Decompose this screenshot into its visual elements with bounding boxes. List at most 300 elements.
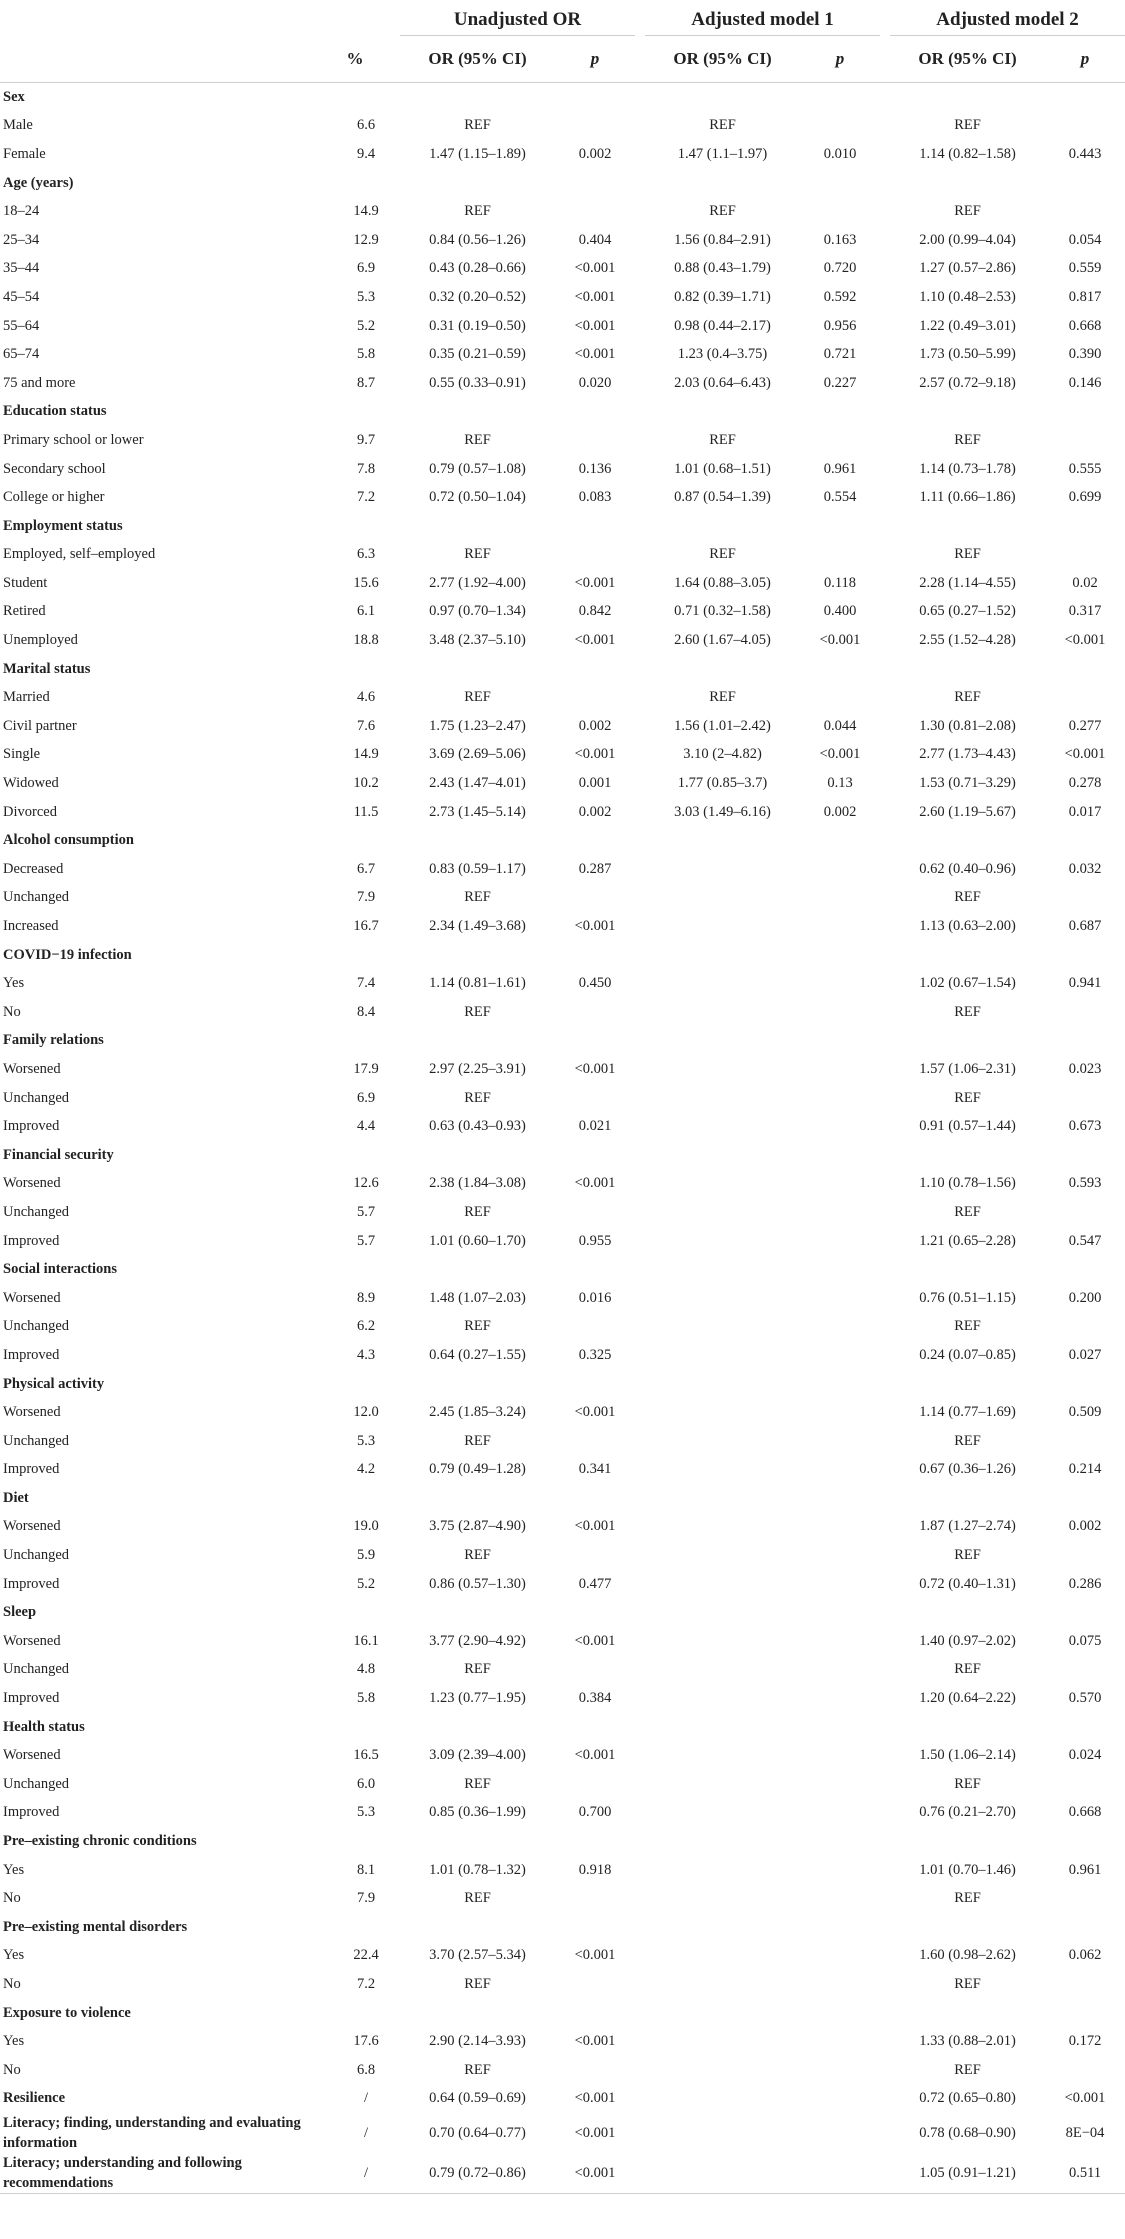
model2-or-cell xyxy=(890,1713,1045,1742)
unadjusted-p-cell xyxy=(555,2056,635,2085)
percent-cell: 14.9 xyxy=(353,746,379,763)
gap-cell xyxy=(880,197,890,226)
gap-cell xyxy=(880,626,890,655)
row-label: Secondary school xyxy=(3,460,106,477)
table-row xyxy=(0,1942,1125,1971)
gap-cell xyxy=(880,1713,890,1742)
model2-or-cell: 1.22 (0.49–3.01) xyxy=(919,317,1016,334)
unadjusted-or-cell: REF xyxy=(464,2061,491,2078)
percent-cell: 12.6 xyxy=(353,1175,379,1192)
row-label: Improved xyxy=(3,1346,60,1363)
model1-p-cell xyxy=(800,1370,880,1399)
unadjusted-p-cell: <0.001 xyxy=(574,1060,616,1077)
model1-or-cell: REF xyxy=(709,117,736,134)
model1-p-cell xyxy=(800,1713,880,1742)
gap-cell xyxy=(880,2113,890,2153)
percent-cell: 7.6 xyxy=(356,717,376,734)
row-label: Yes xyxy=(3,975,25,992)
table-row xyxy=(0,1170,1125,1199)
unadjusted-p-cell: <0.001 xyxy=(574,918,616,935)
percent-cell: 9.7 xyxy=(356,431,376,448)
table-row xyxy=(0,2027,1125,2056)
table-row xyxy=(0,1970,1125,1999)
model2-p-cell xyxy=(1045,1713,1125,1742)
percent-cell xyxy=(310,1141,400,1170)
gap-cell xyxy=(880,483,890,512)
unadjusted-p-cell xyxy=(555,1713,635,1742)
model1-or-cell xyxy=(645,1284,800,1313)
table-row xyxy=(0,1856,1125,1885)
model1-or-cell xyxy=(645,1198,800,1227)
percent-cell: / xyxy=(363,2090,369,2107)
table-row xyxy=(0,769,1125,798)
model1-p-cell xyxy=(800,2085,880,2114)
section-header-row xyxy=(0,1484,1125,1513)
unadjusted-or-cell xyxy=(400,1827,555,1856)
gap-cell xyxy=(635,1713,645,1742)
row-label: Female xyxy=(3,145,46,162)
model2-p-cell: 0.699 xyxy=(1068,489,1102,506)
percent-cell: 5.3 xyxy=(356,288,376,305)
unadjusted-p-cell: 0.021 xyxy=(578,1118,612,1135)
gap-cell xyxy=(880,1427,890,1456)
model1-or-cell: 0.82 (0.39–1.71) xyxy=(674,288,771,305)
percent-cell xyxy=(310,1255,400,1284)
percent-cell xyxy=(310,398,400,427)
unadjusted-p-cell: 0.700 xyxy=(578,1804,612,1821)
table-row xyxy=(0,855,1125,884)
gap-cell xyxy=(635,2085,645,2114)
gap-cell xyxy=(880,712,890,741)
row-label: Decreased xyxy=(3,860,64,877)
section-header-row xyxy=(0,826,1125,855)
percent-cell: 5.8 xyxy=(356,346,376,363)
header-or-ci: OR (95% CI) xyxy=(890,36,1045,83)
unadjusted-p-cell: 0.325 xyxy=(578,1346,612,1363)
gap-cell xyxy=(635,1255,645,1284)
percent-cell: 7.8 xyxy=(356,460,376,477)
section-header-row xyxy=(0,1713,1125,1742)
row-label: College or higher xyxy=(3,489,105,506)
gap-cell xyxy=(880,1084,890,1113)
gap-cell xyxy=(880,169,890,198)
unadjusted-p-cell xyxy=(555,655,635,684)
unadjusted-p-cell: 0.002 xyxy=(578,803,612,820)
model2-p-cell xyxy=(1045,941,1125,970)
unadjusted-p-cell xyxy=(555,426,635,455)
model2-or-cell: REF xyxy=(954,1890,981,1907)
percent-cell xyxy=(310,826,400,855)
model2-p-cell xyxy=(1045,1770,1125,1799)
model1-p-cell xyxy=(800,1170,880,1199)
percent-cell: 5.7 xyxy=(356,1203,376,1220)
gap-cell xyxy=(635,912,645,941)
model1-or-cell: 1.64 (0.88–3.05) xyxy=(674,574,771,591)
model2-or-cell: 2.55 (1.52–4.28) xyxy=(919,632,1016,649)
unadjusted-or-cell xyxy=(400,941,555,970)
table-row xyxy=(0,1227,1125,1256)
percent-cell xyxy=(310,1713,400,1742)
model2-p-cell: <0.001 xyxy=(1064,632,1106,649)
gap-cell xyxy=(880,1484,890,1513)
model2-p-cell: 0.687 xyxy=(1068,918,1102,935)
model2-or-cell: 1.14 (0.73–1.78) xyxy=(919,460,1016,477)
unadjusted-p-cell: 0.341 xyxy=(578,1461,612,1478)
gap-cell xyxy=(635,1999,645,2028)
unadjusted-or-cell: 1.01 (0.60–1.70) xyxy=(429,1232,526,1249)
model1-or-cell xyxy=(645,2085,800,2114)
unadjusted-or-cell: 0.79 (0.57–1.08) xyxy=(429,460,526,477)
gap-cell xyxy=(635,1141,645,1170)
model2-or-cell xyxy=(890,83,1045,112)
percent-cell: 6.0 xyxy=(356,1775,376,1792)
model1-or-cell xyxy=(645,1513,800,1542)
model2-or-cell: 0.24 (0.07–0.85) xyxy=(919,1346,1016,1363)
gap-cell xyxy=(880,1398,890,1427)
model1-p-cell xyxy=(800,1284,880,1313)
model1-or-cell xyxy=(645,1999,800,2028)
gap-cell xyxy=(635,1513,645,1542)
model2-or-cell: 0.91 (0.57–1.44) xyxy=(919,1118,1016,1135)
model1-or-cell xyxy=(645,2056,800,2085)
model2-or-cell: REF xyxy=(954,2061,981,2078)
row-label: Improved xyxy=(3,1804,60,1821)
unadjusted-p-cell: 0.001 xyxy=(578,775,612,792)
table-row xyxy=(0,998,1125,1027)
percent-cell: 7.2 xyxy=(356,1975,376,1992)
gap-cell xyxy=(880,140,890,169)
table-body xyxy=(0,83,1125,2194)
model2-p-cell: 0.673 xyxy=(1068,1118,1102,1135)
model2-p-cell: 0.668 xyxy=(1068,1804,1102,1821)
percent-cell: 6.9 xyxy=(356,1089,376,1106)
gap-cell xyxy=(880,312,890,341)
unadjusted-p-cell xyxy=(555,112,635,141)
gap-cell xyxy=(635,1627,645,1656)
gap-cell xyxy=(880,1255,890,1284)
gap-cell xyxy=(880,741,890,770)
gap-cell xyxy=(880,1598,890,1627)
model2-p-cell: 0.559 xyxy=(1068,260,1102,277)
gap-cell xyxy=(635,2113,645,2153)
table-row xyxy=(0,2153,1125,2194)
gap-cell xyxy=(635,1055,645,1084)
model2-or-cell: 1.30 (0.81–2.08) xyxy=(919,717,1016,734)
model1-p-cell xyxy=(800,169,880,198)
gap-cell xyxy=(635,1770,645,1799)
percent-cell: 7.2 xyxy=(356,489,376,506)
gap-cell xyxy=(635,340,645,369)
unadjusted-p-cell xyxy=(555,884,635,913)
model2-or-cell: 1.40 (0.97–2.02) xyxy=(919,1632,1016,1649)
gap-cell xyxy=(880,1055,890,1084)
model2-p-cell xyxy=(1045,1427,1125,1456)
model1-p-cell xyxy=(800,998,880,1027)
header-variable xyxy=(0,36,310,83)
percent-cell: 5.9 xyxy=(356,1547,376,1564)
model1-or-cell: 1.56 (1.01–2.42) xyxy=(674,717,771,734)
gap-cell xyxy=(635,197,645,226)
unadjusted-or-cell: 3.70 (2.57–5.34) xyxy=(429,1947,526,1964)
unadjusted-or-cell: REF xyxy=(464,1547,491,1564)
model1-p-cell xyxy=(800,112,880,141)
section-header-row xyxy=(0,1255,1125,1284)
model2-p-cell xyxy=(1045,1027,1125,1056)
header-gap xyxy=(635,36,645,83)
section-header-row xyxy=(0,1141,1125,1170)
model1-p-cell xyxy=(800,1112,880,1141)
unadjusted-or-cell: REF xyxy=(464,1775,491,1792)
row-label: Unchanged xyxy=(3,1661,70,1678)
model2-p-cell: 0.390 xyxy=(1068,346,1102,363)
percent-cell: 22.4 xyxy=(353,1947,379,1964)
unadjusted-or-cell: 0.32 (0.20–0.52) xyxy=(429,288,526,305)
table-row xyxy=(0,483,1125,512)
unadjusted-or-cell: 1.75 (1.23–2.47) xyxy=(429,717,526,734)
gap-cell xyxy=(880,1284,890,1313)
model1-p-cell xyxy=(800,1055,880,1084)
unadjusted-or-cell: 2.45 (1.85–3.24) xyxy=(429,1404,526,1421)
model2-or-cell: REF xyxy=(954,1432,981,1449)
percent-cell xyxy=(310,83,400,112)
model1-or-cell xyxy=(645,655,800,684)
unadjusted-or-cell: REF xyxy=(464,1003,491,1020)
header-empty xyxy=(310,0,400,36)
section-header-row xyxy=(0,1999,1125,2028)
model2-p-cell: <0.001 xyxy=(1064,2090,1106,2107)
percent-cell: 5.3 xyxy=(356,1432,376,1449)
row-label: Worsened xyxy=(3,1175,61,1192)
gap-cell xyxy=(635,1656,645,1685)
gap-cell xyxy=(880,1856,890,1885)
model1-p-cell xyxy=(800,1598,880,1627)
model2-p-cell xyxy=(1045,998,1125,1027)
table-row xyxy=(0,140,1125,169)
header-or-ci: OR (95% CI) xyxy=(645,36,800,83)
model1-or-cell: 1.56 (0.84–2.91) xyxy=(674,231,771,248)
gap-cell xyxy=(880,1999,890,2028)
model2-p-cell: 0.509 xyxy=(1068,1404,1102,1421)
gap-cell xyxy=(880,1513,890,1542)
gap-cell xyxy=(635,512,645,541)
model2-p-cell xyxy=(1045,112,1125,141)
unadjusted-or-cell: 0.86 (0.57–1.30) xyxy=(429,1575,526,1592)
row-label: Worsened xyxy=(3,1289,61,1306)
unadjusted-p-cell: 0.477 xyxy=(578,1575,612,1592)
gap-cell xyxy=(880,1627,890,1656)
model2-p-cell: 0.214 xyxy=(1068,1461,1102,1478)
row-label: Unemployed xyxy=(3,632,78,649)
model1-p-cell: 0.118 xyxy=(823,574,857,591)
gap-cell xyxy=(880,798,890,827)
model2-p-cell: 0.146 xyxy=(1068,374,1102,391)
unadjusted-or-cell xyxy=(400,1484,555,1513)
table-row xyxy=(0,1884,1125,1913)
gap-cell xyxy=(880,1456,890,1485)
gap-cell xyxy=(880,1370,890,1399)
row-label: Civil partner xyxy=(3,717,77,734)
model1-or-cell: 1.23 (0.4–3.75) xyxy=(677,346,768,363)
model2-p-cell: <0.001 xyxy=(1064,746,1106,763)
model1-p-cell xyxy=(800,1313,880,1342)
model1-or-cell: 1.47 (1.1–1.97) xyxy=(677,145,768,162)
model1-p-cell: 0.554 xyxy=(823,489,857,506)
row-label: Worsened xyxy=(3,1404,61,1421)
model1-p-cell: <0.001 xyxy=(819,632,861,649)
table-row xyxy=(0,112,1125,141)
unadjusted-p-cell xyxy=(555,197,635,226)
model1-p-cell: 0.227 xyxy=(823,374,857,391)
table-row xyxy=(0,1055,1125,1084)
gap-cell xyxy=(880,1570,890,1599)
gap-cell xyxy=(880,283,890,312)
percent-cell: 4.2 xyxy=(356,1461,376,1478)
model2-p-cell: 0.941 xyxy=(1068,975,1102,992)
header-percent: % xyxy=(310,36,400,83)
model2-p-cell: 0.286 xyxy=(1068,1575,1102,1592)
model1-p-cell xyxy=(800,941,880,970)
percent-cell: 16.5 xyxy=(353,1747,379,1764)
table-row xyxy=(0,1770,1125,1799)
row-label: Unchanged xyxy=(3,1775,70,1792)
row-label: Male xyxy=(3,117,33,134)
gap-cell xyxy=(635,1227,645,1256)
table-row xyxy=(0,884,1125,913)
section-header-row xyxy=(0,1370,1125,1399)
unadjusted-or-cell xyxy=(400,1598,555,1627)
percent-cell: 7.4 xyxy=(356,975,376,992)
model2-p-cell: 0.443 xyxy=(1068,145,1102,162)
model2-p-cell: 0.002 xyxy=(1068,1518,1102,1535)
model2-or-cell: REF xyxy=(954,1089,981,1106)
model1-p-cell xyxy=(800,655,880,684)
unadjusted-p-cell xyxy=(555,1541,635,1570)
model2-or-cell: 1.87 (1.27–2.74) xyxy=(919,1518,1016,1535)
model1-p-cell xyxy=(800,426,880,455)
gap-cell xyxy=(635,1456,645,1485)
unadjusted-or-cell xyxy=(400,1255,555,1284)
gap-cell xyxy=(880,455,890,484)
gap-cell xyxy=(880,226,890,255)
unadjusted-or-cell: 2.43 (1.47–4.01) xyxy=(429,775,526,792)
gap-cell xyxy=(880,541,890,570)
row-label: Exposure to violence xyxy=(3,2004,131,2021)
unadjusted-or-cell: 0.79 (0.72–0.86) xyxy=(429,2164,526,2181)
table-row xyxy=(0,1570,1125,1599)
row-label: Employed, self–employed xyxy=(3,546,156,563)
row-label: Widowed xyxy=(3,775,59,792)
model1-p-cell: 0.592 xyxy=(823,288,857,305)
table-header xyxy=(0,0,1125,83)
gap-cell xyxy=(880,1027,890,1056)
percent-cell xyxy=(310,655,400,684)
model1-p-cell: 0.400 xyxy=(823,603,857,620)
gap-cell xyxy=(880,1198,890,1227)
unadjusted-p-cell: <0.001 xyxy=(574,317,616,334)
unadjusted-or-cell: 2.90 (2.14–3.93) xyxy=(429,2033,526,2050)
model2-or-cell: 0.65 (0.27–1.52) xyxy=(919,603,1016,620)
gap-cell xyxy=(635,255,645,284)
percent-cell: 15.6 xyxy=(353,574,379,591)
model2-or-cell: 1.13 (0.63–2.00) xyxy=(919,918,1016,935)
model1-or-cell xyxy=(645,1799,800,1828)
row-label: Single xyxy=(3,746,41,763)
gap-cell xyxy=(635,826,645,855)
unadjusted-p-cell: <0.001 xyxy=(574,2090,616,2107)
gap-cell xyxy=(635,1112,645,1141)
gap-cell xyxy=(635,398,645,427)
table-row xyxy=(0,683,1125,712)
gap-cell xyxy=(880,1770,890,1799)
row-label: Worsened xyxy=(3,1060,61,1077)
unadjusted-p-cell: <0.001 xyxy=(574,1947,616,1964)
gap-cell xyxy=(635,140,645,169)
model2-or-cell: 0.78 (0.68–0.90) xyxy=(919,2124,1016,2141)
percent-cell: 10.2 xyxy=(353,775,379,792)
model1-p-cell: 0.010 xyxy=(823,145,857,162)
row-label: Student xyxy=(3,574,48,591)
model2-p-cell: 0.547 xyxy=(1068,1232,1102,1249)
unadjusted-p-cell xyxy=(555,1884,635,1913)
model2-p-cell xyxy=(1045,83,1125,112)
row-label: Unchanged xyxy=(3,1547,70,1564)
model1-or-cell xyxy=(645,1370,800,1399)
unadjusted-or-cell: REF xyxy=(464,889,491,906)
unadjusted-or-cell: 3.77 (2.90–4.92) xyxy=(429,1632,526,1649)
unadjusted-p-cell: <0.001 xyxy=(574,2164,616,2181)
model1-or-cell: 3.10 (2–4.82) xyxy=(683,746,762,763)
unadjusted-or-cell: 3.09 (2.39–4.00) xyxy=(429,1747,526,1764)
model1-p-cell xyxy=(800,1456,880,1485)
table-row xyxy=(0,1799,1125,1828)
model2-p-cell: 0.024 xyxy=(1068,1747,1102,1764)
model2-or-cell: 1.02 (0.67–1.54) xyxy=(919,975,1016,992)
unadjusted-p-cell: <0.001 xyxy=(574,632,616,649)
row-label: Financial security xyxy=(3,1146,114,1163)
model2-or-cell: 1.57 (1.06–2.31) xyxy=(919,1060,1016,1077)
model1-p-cell xyxy=(800,2113,880,2153)
gap-cell xyxy=(635,626,645,655)
model1-or-cell: 0.71 (0.32–1.58) xyxy=(674,603,771,620)
model1-p-cell xyxy=(800,1741,880,1770)
model2-or-cell: REF xyxy=(954,1003,981,1020)
model1-or-cell xyxy=(645,1141,800,1170)
model2-or-cell xyxy=(890,1484,1045,1513)
table-row xyxy=(0,541,1125,570)
gap-cell xyxy=(880,1827,890,1856)
percent-cell: 8.4 xyxy=(356,1003,376,1020)
unadjusted-p-cell xyxy=(555,1313,635,1342)
model2-or-cell: REF xyxy=(954,889,981,906)
model2-or-cell: 0.76 (0.51–1.15) xyxy=(919,1289,1016,1306)
section-header-row xyxy=(0,512,1125,541)
gap-cell xyxy=(880,912,890,941)
gap-cell xyxy=(635,1570,645,1599)
unadjusted-p-cell xyxy=(555,941,635,970)
table-row xyxy=(0,197,1125,226)
model2-or-cell: REF xyxy=(954,117,981,134)
model1-or-cell xyxy=(645,512,800,541)
row-label: 45–54 xyxy=(3,288,40,305)
unadjusted-p-cell: <0.001 xyxy=(574,1518,616,1535)
percent-cell: 8.7 xyxy=(356,374,376,391)
percent-cell: 5.7 xyxy=(356,1232,376,1249)
model2-or-cell: 1.11 (0.66–1.86) xyxy=(919,489,1016,506)
model2-or-cell: 0.67 (0.36–1.26) xyxy=(919,1461,1016,1478)
model2-or-cell: 1.53 (0.71–3.29) xyxy=(919,775,1016,792)
gap-cell xyxy=(880,1741,890,1770)
model2-or-cell: REF xyxy=(954,1318,981,1335)
